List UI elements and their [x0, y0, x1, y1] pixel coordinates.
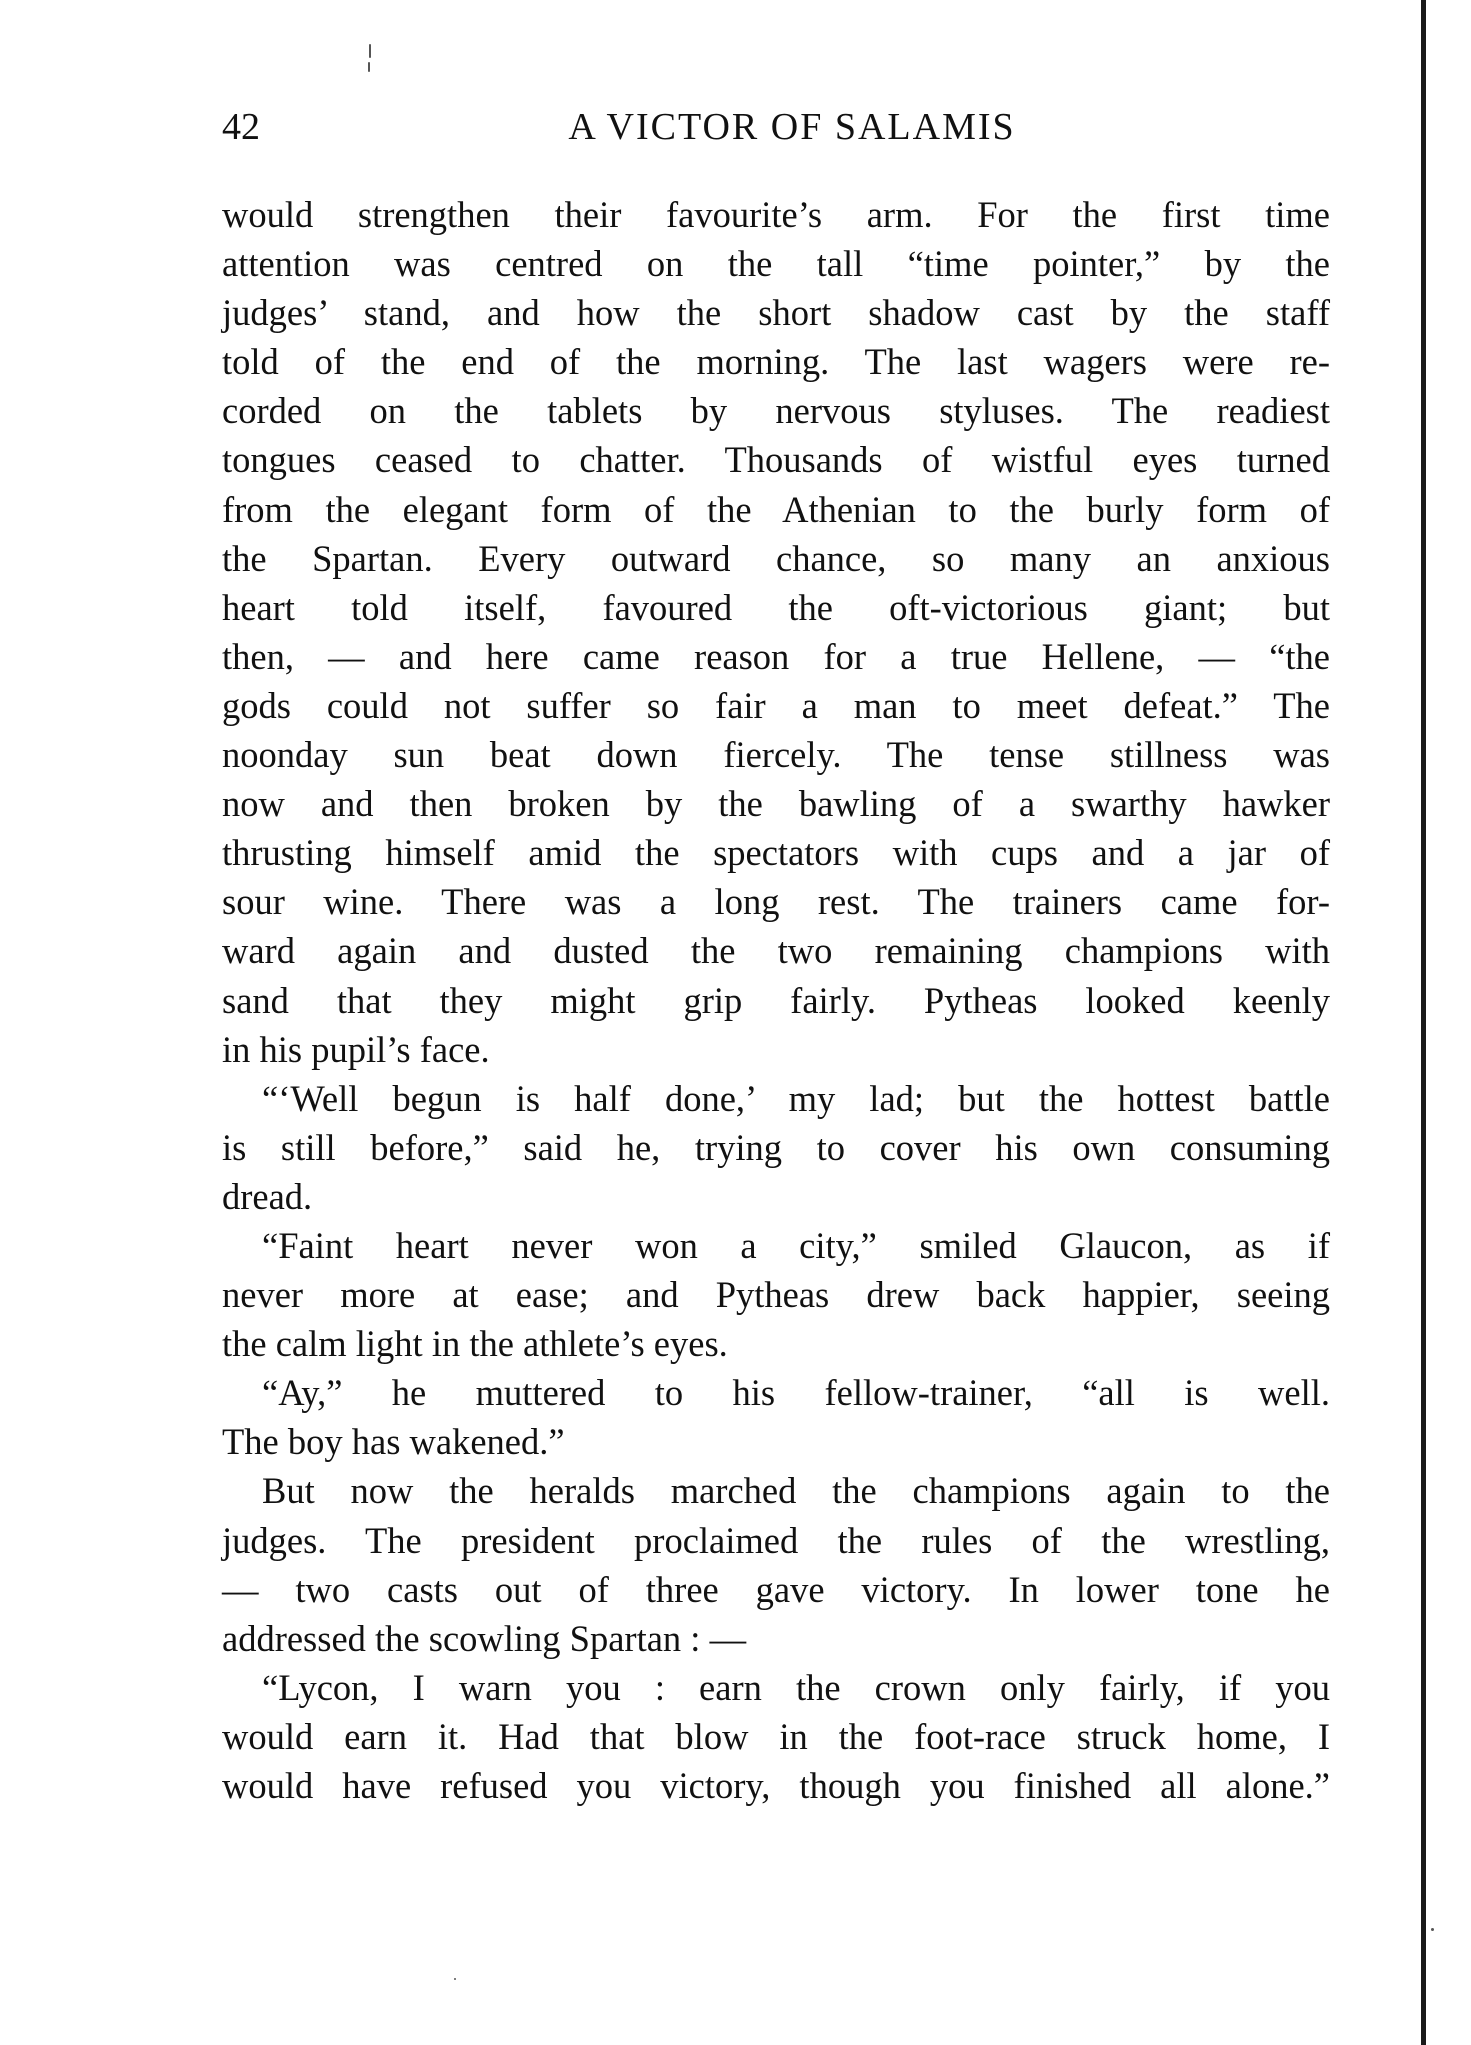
running-title: A VICTOR OF SALAMIS — [568, 106, 1016, 148]
paper-speck — [1431, 1928, 1434, 1931]
text-line: now and then broken by the bawling of a swarthy hawker — [222, 783, 1330, 825]
text-line: But now the heralds marched the champions again to the — [262, 1470, 1330, 1512]
text-line: in his pupil’s face. — [222, 1028, 490, 1070]
text-line: tongues ceased to chatter. Thousands of wistful eyes turned — [222, 439, 1330, 481]
text-line: corded on the tablets by nervous styluses. The readiest — [222, 390, 1330, 432]
text-line: noonday sun beat down fiercely. The tense stillness was — [222, 734, 1330, 776]
text-line: dread. — [222, 1175, 313, 1217]
text-line: never more at ease; and Pytheas drew back happier, seeing — [222, 1274, 1330, 1316]
text-line: “Ay,” he muttered to his fellow-trainer, “all is well. — [262, 1372, 1330, 1414]
text-line: would have refused you victory, though you finished all alone.” — [222, 1765, 1330, 1806]
paper-speck — [454, 1978, 456, 1980]
text-line: heart told itself, favoured the oft-victorious giant; but — [222, 586, 1330, 628]
text-line: gods could not suffer so fair a man to meet defeat.” The — [222, 684, 1330, 726]
text-line: “Lycon, I warn you : earn the crown only fairly, if you — [262, 1666, 1330, 1708]
text-line: “Faint heart never won a city,” smiled Glaucon, as if — [262, 1224, 1330, 1266]
text-line: “‘Well begun is half done,’ my lad; but the hottest battle — [262, 1077, 1330, 1119]
text-line: The boy has wakened.” — [222, 1421, 565, 1463]
page-edge-shadow — [1421, 0, 1426, 2045]
text-line: would earn it. Had that blow in the foot-race struck home, I — [222, 1715, 1330, 1757]
text-line: the Spartan. Every outward chance, so many an anxious — [222, 537, 1330, 579]
paper-speck — [369, 44, 371, 58]
text-line: judges. The president proclaimed the rules of the wrestling, — [222, 1519, 1330, 1561]
text-line: addressed the scowling Spartan : — — [222, 1617, 747, 1659]
text-line: sand that they might grip fairly. Pytheas looked keenly — [222, 979, 1330, 1021]
text-line: sour wine. There was a long rest. The trainers came for- — [222, 881, 1330, 923]
text-line: the calm light in the athlete’s eyes. — [222, 1323, 728, 1365]
text-line: from the elegant form of the Athenian to the burly form of — [222, 488, 1330, 530]
text-line: would strengthen their favourite’s arm. For the first time — [222, 194, 1330, 235]
text-line: judges’ stand, and how the short shadow cast by the staff — [222, 292, 1330, 334]
page-number: 42 — [222, 106, 260, 148]
text-line: ward again and dusted the two remaining champions with — [222, 930, 1330, 972]
text-line: then, — and here came reason for a true Hellene, — “the — [222, 635, 1330, 677]
text-line: — two casts out of three gave victory. In lower tone he — [222, 1568, 1330, 1610]
body-text — [222, 190, 1330, 1810]
text-line: told of the end of the morning. The last wagers were re- — [222, 341, 1330, 383]
paper-speck — [368, 62, 370, 72]
page-header — [222, 102, 1332, 162]
text-line: thrusting himself amid the spectators with cups and a jar of — [222, 832, 1330, 874]
text-line: attention was centred on the tall “time pointer,” by the — [222, 243, 1330, 285]
text-line: is still before,” said he, trying to cover his own consuming — [222, 1126, 1330, 1168]
